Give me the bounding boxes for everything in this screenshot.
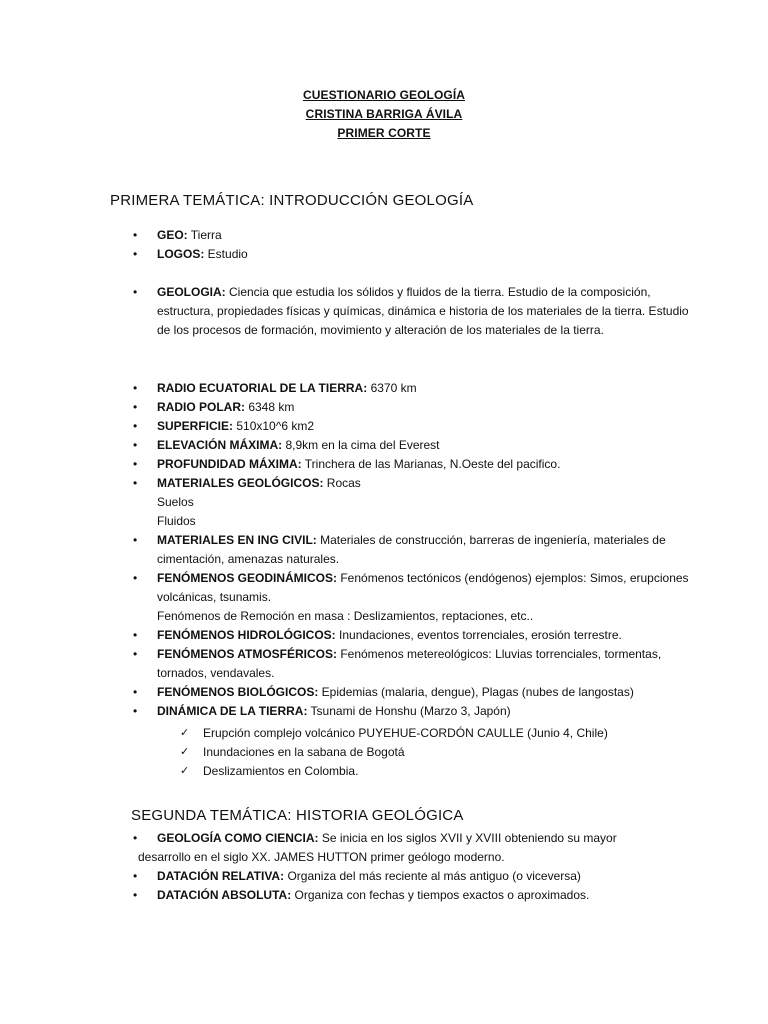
header-term: PRIMER CORTE — [337, 126, 431, 140]
bullet-list-definition — [133, 283, 697, 340]
list-item — [133, 226, 697, 245]
item-text: Estudio — [204, 247, 248, 261]
item-term: SUPERFICIE: — [157, 419, 234, 433]
item-text: Inundaciones, eventos torrenciales, erosión terrestre. — [335, 628, 622, 642]
list-item — [133, 702, 697, 721]
bullet-icon: • — [133, 685, 138, 699]
item-text: Organiza del más reciente al más antiguo (o viceversa) — [284, 869, 581, 883]
item-text: Organiza con fechas y tiempos exactos o aproximados. — [291, 888, 590, 902]
section-title-2: SEGUNDA TEMÁTICA: HISTORIA GEOLÓGICA — [131, 807, 464, 824]
item-term: GEOLOGIA: — [157, 285, 226, 299]
item-term: LOGOS: — [157, 247, 205, 261]
list-item — [133, 245, 697, 264]
check-list-examples — [180, 724, 683, 781]
item-term: FENÓMENOS BIOLÓGICOS: — [157, 685, 319, 699]
item-continuation: Suelos — [157, 495, 194, 509]
item-text: 6370 km — [367, 381, 417, 395]
item-text: Rocas — [323, 476, 361, 490]
bullet-icon: • — [133, 533, 138, 547]
list-item — [133, 436, 697, 455]
item-term: FENÓMENOS GEODINÁMICOS: — [157, 571, 338, 585]
bullet-icon: • — [133, 438, 138, 452]
list-item — [133, 645, 697, 683]
bullet-icon: • — [133, 869, 138, 883]
item-text: Fenómenos tectónicos (endógenos) ejemplos: Simos, erupciones volcánicas, tsunamis. — [157, 571, 689, 604]
bullet-icon: • — [133, 571, 138, 585]
bullet-icon: • — [133, 457, 138, 471]
item-term: MATERIALES GEOLÓGICOS: — [157, 476, 324, 490]
bullet-icon: • — [133, 247, 138, 261]
item-term: DATACIÓN ABSOLUTA: — [157, 888, 292, 902]
bullet-icon: • — [133, 419, 138, 433]
list-item — [133, 886, 697, 905]
list-item — [133, 379, 697, 398]
check-item — [180, 743, 683, 762]
checkmark-icon: ✓ — [180, 746, 190, 758]
list-item — [133, 417, 697, 436]
item-term: MATERIALES EN ING CIVIL: — [157, 533, 317, 547]
checkmark-icon: ✓ — [180, 727, 190, 739]
bullet-icon: • — [133, 228, 138, 242]
list-item — [133, 867, 697, 886]
item-term: GEOLOGÍA COMO CIENCIA: — [157, 831, 319, 845]
document-header — [0, 86, 768, 143]
check-item — [180, 762, 683, 781]
item-text: Materiales de construcción, barreras de ingeniería, materiales de cimentación, amenazas naturales. — [157, 533, 666, 566]
bullet-icon: • — [133, 400, 138, 414]
bullet-icon: • — [133, 647, 138, 661]
bullet-icon: • — [133, 704, 138, 718]
item-term: DINÁMICA DE LA TIERRA: — [157, 704, 308, 718]
header-title: CUESTIONARIO GEOLOGÍA — [302, 88, 466, 102]
item-term: RADIO POLAR: — [157, 400, 245, 414]
item-term: DATACIÓN RELATIVA: — [157, 869, 285, 883]
list-item — [133, 398, 697, 417]
item-continuation: Fenómenos de Remoción en masa : Deslizamientos, reptaciones, etc.. — [157, 609, 534, 623]
item-text: Tsunami de Honshu (Marzo 3, Japón) — [307, 704, 511, 718]
list-item — [133, 283, 697, 340]
item-continuation: desarrollo en el siglo XX. JAMES HUTTON primer geólogo moderno. — [138, 850, 505, 864]
check-item-text: Deslizamientos en Colombia. — [203, 764, 359, 778]
bullet-icon: • — [133, 476, 138, 490]
checkmark-icon: ✓ — [180, 765, 190, 777]
item-text: Ciencia que estudia los sólidos y fluidos de la tierra. Estudio de la composición, estructura, propiedades físicas y químicas, dinámica e historia de los materiales de la tierra. Estudio de los procesos de formación, movimiento y alteración de los materiales de la tierra. — [157, 285, 689, 337]
item-term: GEO: — [157, 228, 188, 242]
list-item — [133, 569, 697, 626]
list-item — [133, 683, 697, 702]
item-term: FENÓMENOS ATMOSFÉRICOS: — [157, 647, 337, 661]
item-term: ELEVACIÓN MÁXIMA: — [157, 438, 283, 452]
check-item — [180, 724, 683, 743]
list-item — [133, 455, 697, 474]
bullet-icon: • — [133, 831, 138, 845]
item-text: 6348 km — [245, 400, 295, 414]
item-text: Epidemias (malaria, dengue), Plagas (nubes de langostas) — [318, 685, 634, 699]
bullet-list-facts — [133, 379, 697, 721]
bullet-list-history — [133, 829, 697, 905]
bullet-icon: • — [133, 285, 138, 299]
bullet-icon: • — [133, 888, 138, 902]
item-text: Trinchera de las Marianas, N.Oeste del pacifico. — [301, 457, 561, 471]
check-item-text: Erupción complejo volcánico PUYEHUE-CORDÓN CAULLE (Junio 4, Chile) — [203, 726, 608, 740]
bullet-icon: • — [133, 381, 138, 395]
item-text: 510x10^6 km2 — [233, 419, 315, 433]
item-term: RADIO ECUATORIAL DE LA TIERRA: — [157, 381, 368, 395]
item-text: 8,9km en la cima del Everest — [282, 438, 440, 452]
section-title-1: PRIMERA TEMÁTICA: INTRODUCCIÓN GEOLOGÍA — [110, 192, 474, 209]
item-text: Tierra — [187, 228, 222, 242]
item-text: Se inicia en los siglos XVII y XVIII obteniendo su mayor — [318, 831, 617, 845]
item-term: PROFUNDIDAD MÁXIMA: — [157, 457, 302, 471]
item-continuation: Fluidos — [157, 514, 196, 528]
list-item — [133, 531, 697, 569]
list-item — [133, 626, 697, 645]
check-item-text: Inundaciones en la sabana de Bogotá — [203, 745, 405, 759]
item-text: Fenómenos metereológicos: Lluvias torrenciales, tormentas, tornados, vendavales. — [157, 647, 662, 680]
header-author: CRISTINA BARRIGA ÁVILA — [305, 107, 463, 121]
list-item — [133, 829, 697, 867]
bullet-list-etymology — [133, 226, 697, 264]
bullet-icon: • — [133, 628, 138, 642]
list-item — [133, 474, 697, 531]
item-term: FENÓMENOS HIDROLÓGICOS: — [157, 628, 336, 642]
